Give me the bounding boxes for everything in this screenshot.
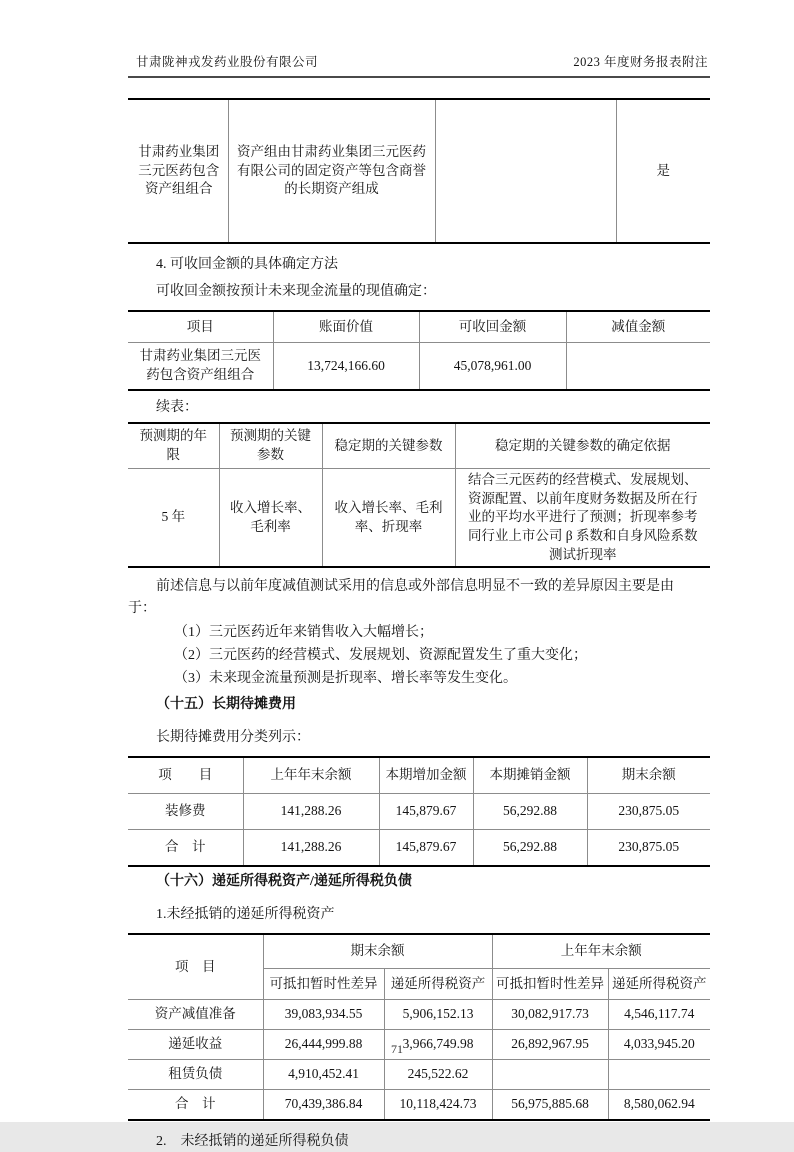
section15-intro: 长期待摊费用分类列示： — [156, 730, 310, 746]
deferred-tax-asset-cell: 245,522.62 — [384, 1060, 492, 1090]
table-header-row — [128, 423, 710, 469]
section16-heading: （十六）递延所得税资产/递延所得税负债 — [156, 874, 412, 890]
column-header: 可抵扣暂时性差异 — [492, 969, 608, 1000]
increase-cell: 145,879.67 — [379, 794, 473, 830]
prior-year-balance-cell: 141,288.26 — [243, 830, 379, 867]
column-header: 项目 — [128, 311, 273, 343]
amortized-cell: 56,292.88 — [473, 794, 587, 830]
column-header: 稳定期的关键参数 — [322, 423, 455, 469]
section4-intro: 可收回金额按预计未来现金流量的现值确定： — [156, 284, 436, 299]
document-header — [128, 52, 710, 78]
amortized-cell: 56,292.88 — [473, 830, 587, 867]
item-cell: 租赁负债 — [128, 1060, 263, 1090]
deferred-tax-asset-cell — [608, 1060, 710, 1090]
deferred-tax-assets-table — [128, 933, 710, 1121]
total-label-cell: 合 计 — [128, 1090, 263, 1121]
item-cell: 递延收益 — [128, 1030, 263, 1060]
forecast-period-cell: 5 年 — [128, 469, 219, 568]
asset-group-name-cell: 甘肃药业集团三元医药包含资产组组合 — [128, 99, 228, 243]
item-cell: 资产减值准备 — [128, 1000, 263, 1030]
column-header: 减值金额 — [566, 311, 710, 343]
list-item: （2）三元医药的经营模式、发展规划、资源配置发生了重大变化； — [174, 648, 587, 664]
deductible-difference-cell: 56,975,885.68 — [492, 1090, 608, 1121]
column-header: 可抵扣暂时性差异 — [263, 969, 384, 1000]
column-header: 期末余额 — [587, 757, 710, 794]
asset-group-composition-cell: 资产组由甘肃药业集团三元医药有限公司的固定资产等包含商誉的长期资产组成 — [228, 99, 435, 243]
impairment-amount-cell — [566, 343, 710, 391]
column-header: 稳定期的关键参数的确定依据 — [455, 423, 710, 469]
document-title: 2023 年度财务报表附注 — [573, 55, 708, 69]
stable-key-params-cell: 收入增长率、毛利率、折现率 — [322, 469, 455, 568]
page-content — [128, 0, 710, 1152]
paragraph-line: 前述信息与以前年度减值测试采用的信息或外部信息明显不一致的差异原因主要是由 — [156, 579, 674, 595]
long-term-prepaid-expenses-table — [128, 756, 710, 867]
item-cell: 装修费 — [128, 794, 243, 830]
table-row — [128, 1000, 710, 1030]
column-header: 预测期的年限 — [128, 423, 219, 469]
forecast-parameters-table — [128, 422, 710, 568]
deductible-difference-cell: 30,082,917.73 — [492, 1000, 608, 1030]
determination-basis-cell: 结合三元医药的经营模式、发展规划、资源配置、以前年度财务数据及所在行业的平均水平进行了预测；折现率参考同行业上市公司 β 系数和自身风险系数测试折现率 — [455, 469, 710, 568]
table-row — [128, 469, 710, 568]
deductible-difference-cell: 39,083,934.55 — [263, 1000, 384, 1030]
deferred-tax-asset-cell: 3,966,749.98 — [384, 1030, 492, 1060]
item-cell: 甘肃药业集团三元医药包含资产组组合 — [128, 343, 273, 391]
empty-cell — [435, 99, 616, 243]
ending-balance-cell: 230,875.05 — [587, 830, 710, 867]
column-header: 项 目 — [128, 757, 243, 794]
table-total-row — [128, 1090, 710, 1121]
section15-heading: （十五）长期待摊费用 — [156, 697, 296, 713]
goodwill-asset-group-carryover-table — [128, 98, 710, 244]
column-header: 预测期的关键参数 — [219, 423, 322, 469]
section16-sub2: 2. 未经抵销的递延所得税负债 — [156, 1134, 349, 1150]
paragraph-line: 于： — [128, 601, 156, 617]
table-row — [128, 1060, 710, 1090]
column-header: 本期增加金额 — [379, 757, 473, 794]
column-header: 上年年末余额 — [243, 757, 379, 794]
deferred-tax-asset-cell: 8,580,062.94 — [608, 1090, 710, 1121]
deferred-tax-asset-cell: 4,033,945.20 — [608, 1030, 710, 1060]
current-period-group-header: 期末余额 — [263, 934, 492, 969]
deferred-tax-asset-cell: 10,118,424.73 — [384, 1090, 492, 1121]
column-header: 递延所得税资产 — [608, 969, 710, 1000]
table-row — [128, 794, 710, 830]
page-number: 71 — [391, 1042, 403, 1056]
list-item: （1）三元医药近年来销售收入大幅增长； — [174, 625, 433, 641]
deductible-difference-cell: 26,892,967.95 — [492, 1030, 608, 1060]
deferred-tax-asset-cell: 4,546,117.74 — [608, 1000, 710, 1030]
book-value-cell: 13,724,166.60 — [273, 343, 419, 391]
forecast-key-params-cell: 收入增长率、毛利率 — [219, 469, 322, 568]
list-item: （3）未来现金流量预测是折现率、增长率等发生变化。 — [174, 671, 517, 687]
column-header: 递延所得税资产 — [384, 969, 492, 1000]
deductible-difference-cell: 4,910,452.41 — [263, 1060, 384, 1090]
table-header-row — [128, 311, 710, 343]
prior-year-group-header: 上年年末余额 — [492, 934, 710, 969]
table-header-row — [128, 757, 710, 794]
difference-reason-paragraph — [128, 576, 710, 690]
table-row — [128, 343, 710, 391]
company-name: 甘肃陇神戎发药业股份有限公司 — [136, 55, 319, 69]
increase-cell: 145,879.67 — [379, 830, 473, 867]
table-row — [128, 99, 710, 243]
column-header: 本期摊销金额 — [473, 757, 587, 794]
column-header: 可收回金额 — [419, 311, 566, 343]
deductible-difference-cell: 26,444,999.88 — [263, 1030, 384, 1060]
total-label-cell: 合 计 — [128, 830, 243, 867]
continuation-label: 续表： — [156, 400, 198, 415]
recoverable-amount-cell: 45,078,961.00 — [419, 343, 566, 391]
table-header-row — [128, 934, 710, 969]
section16-sub1: 1.未经抵销的递延所得税资产 — [156, 907, 335, 923]
ending-balance-cell: 230,875.05 — [587, 794, 710, 830]
column-header: 账面价值 — [273, 311, 419, 343]
consistency-flag-cell: 是 — [616, 99, 710, 243]
section4-heading: 4. 可收回金额的具体确定方法 — [156, 257, 338, 272]
item-column-header: 项 目 — [128, 934, 263, 1000]
prior-year-balance-cell: 141,288.26 — [243, 794, 379, 830]
deductible-difference-cell: 70,439,386.84 — [263, 1090, 384, 1121]
recoverable-amount-table — [128, 310, 710, 391]
deductible-difference-cell — [492, 1060, 608, 1090]
deferred-tax-asset-cell: 5,906,152.13 — [384, 1000, 492, 1030]
table-total-row — [128, 830, 710, 867]
